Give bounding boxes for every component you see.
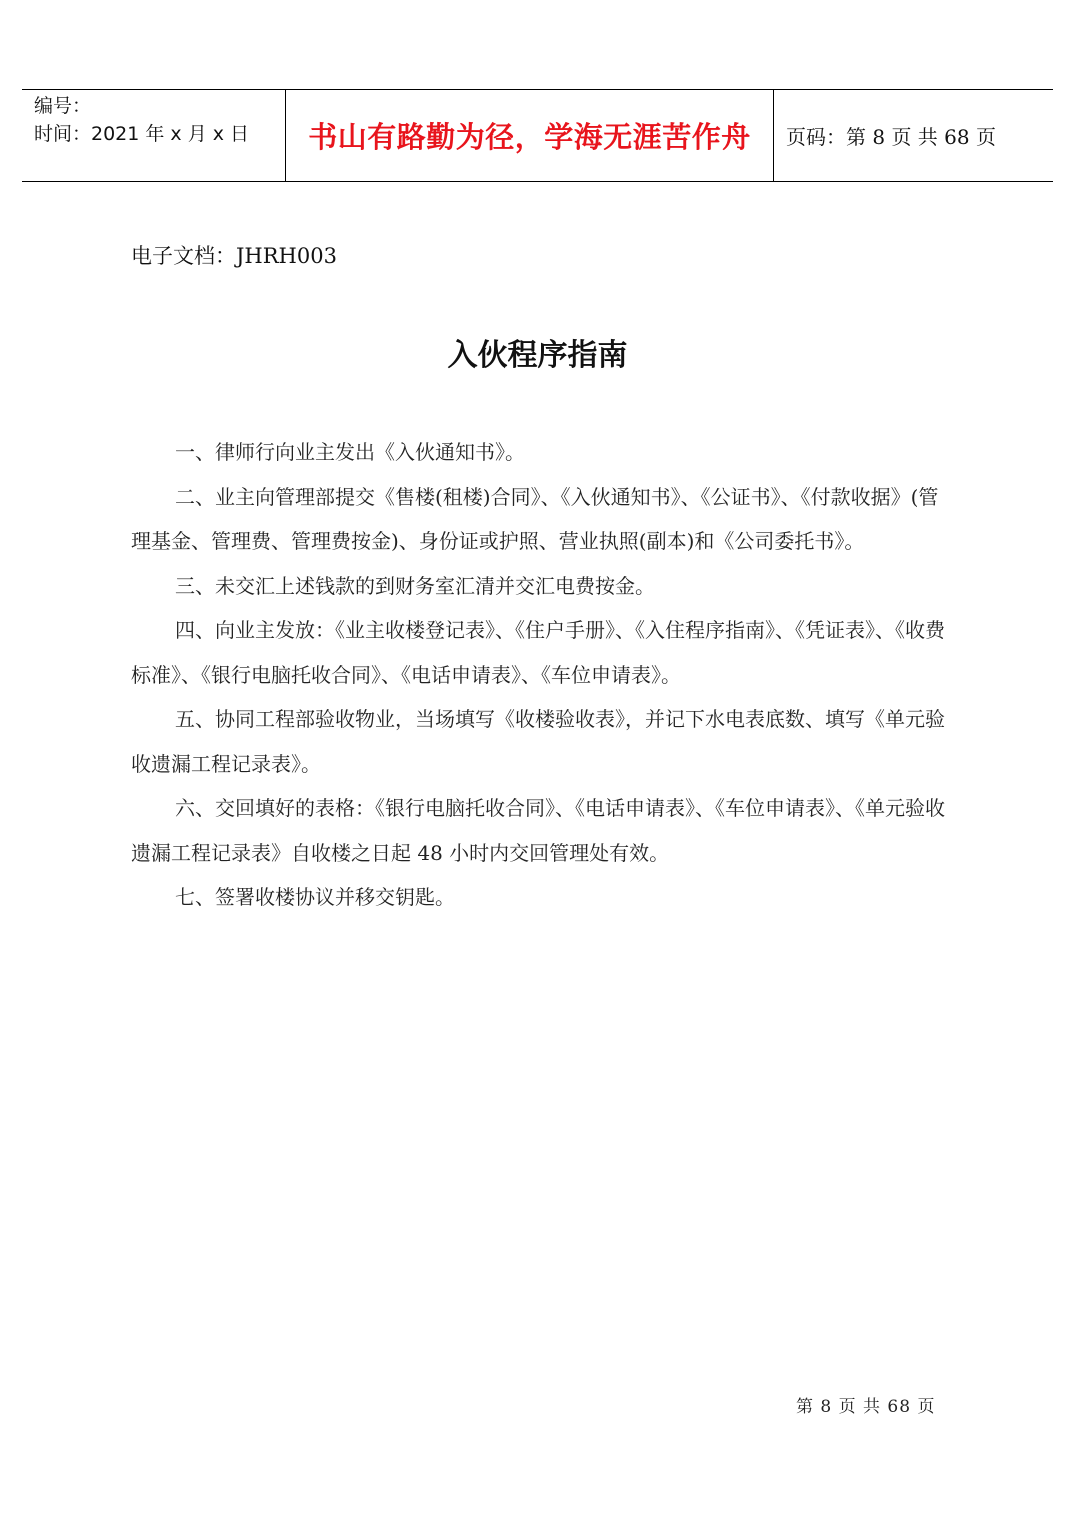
paragraph-3: 三、未交汇上述钱款的到财务室汇清并交汇电费按金。 xyxy=(175,573,655,598)
number-label: 编号： xyxy=(34,95,92,117)
header-motto: 书山有路勤为径，学海无涯苦作舟 xyxy=(285,90,774,181)
time-label: 时间：2021 年 x 月 x 日 xyxy=(34,123,250,145)
paragraph-6: 六、交回填好的表格：《银行电脑托收合同》、《电话申请表》、《车位申请表》、《单元验收遗漏工程记录表》自收楼之日起 48 小时内交回管理处有效。 xyxy=(131,796,945,865)
paragraph-1: 一、律师行向业主发出《入伙通知书》。 xyxy=(175,440,525,464)
page-title: 入伙程序指南 xyxy=(447,338,628,373)
page-footer: 第 8 页 共 68 页 xyxy=(796,1397,936,1417)
paragraph-4: 四、向业主发放：《业主收楼登记表》、《住户手册》、《入住程序指南》、《凭证表》、《收费标准》、《银行电脑托收合同》、《电话申请表》、《车位申请表》。 xyxy=(131,618,945,687)
header-meta xyxy=(22,90,285,181)
page-header xyxy=(22,89,1053,182)
header-page-info: 页码：第 8 页 共 68 页 xyxy=(786,125,996,149)
paragraph-5: 五、协同工程部验收物业，当场填写《收楼验收表》，并记下水电表底数、填写《单元验收遗漏工程记录表》。 xyxy=(131,707,945,776)
paragraph-7: 七、签署收楼协议并移交钥匙。 xyxy=(175,885,455,909)
document-body xyxy=(131,430,951,920)
paragraph-2: 二、业主向管理部提交《售楼(租楼)合同》、《入伙通知书》、《公证书》、《付款收据》(管理基金、管理费、管理费按金)、身份证或护照、营业执照(副本)和《公司委托书》。 xyxy=(131,484,939,553)
doc-number: 电子文档：JHRH003 xyxy=(131,244,337,268)
